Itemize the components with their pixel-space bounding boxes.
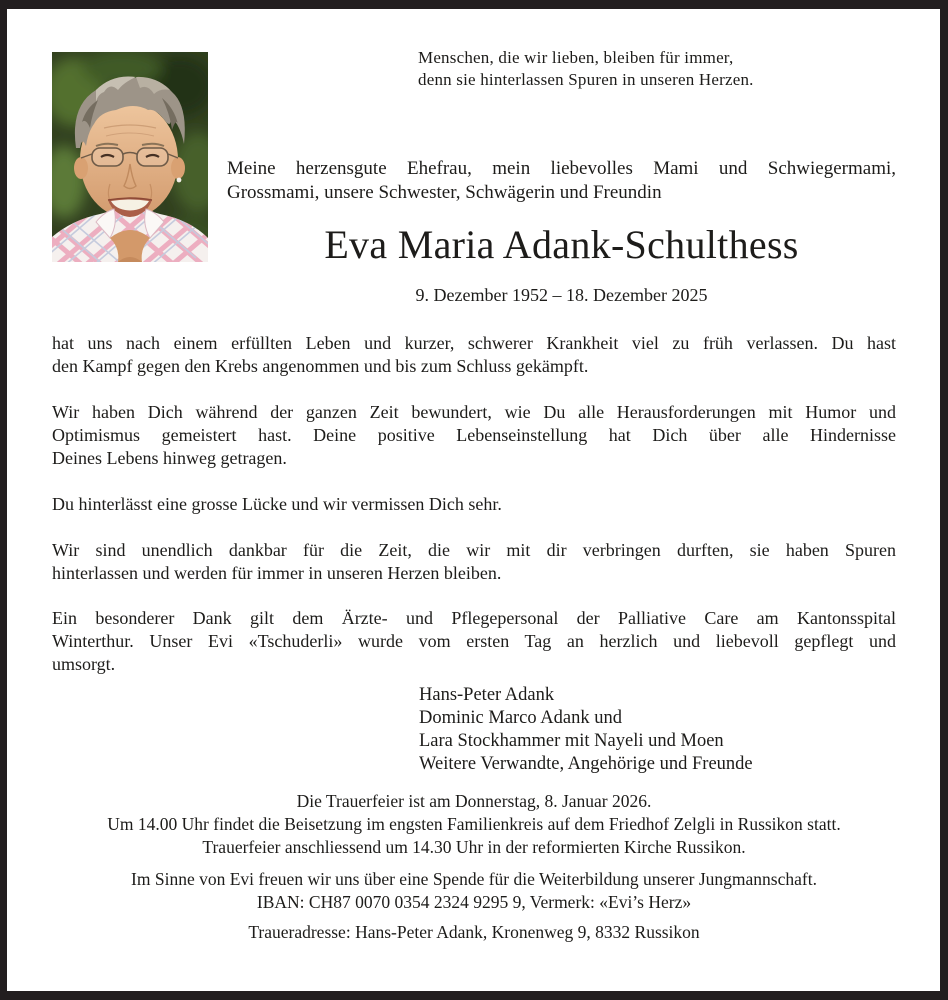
funeral-service-details <box>52 790 896 859</box>
text-line: Um 14.00 Uhr findet die Beisetzung im engsten Familienkreis auf dem Friedhof Zelgli in Russikon statt. <box>107 814 841 834</box>
text-line: Ein besonderer Dank gilt dem Ärzte- und Pflegepersonal der Palliative Care am Kantonsspital <box>52 608 896 628</box>
text-line: Die Trauerfeier ist am Donnerstag, 8. Januar 2026. <box>296 791 652 811</box>
text-line: Trauerfeier anschliessend um 14.30 Uhr in der reformierten Kirche Russikon. <box>202 837 746 857</box>
memorial-quote <box>418 47 848 91</box>
text-line: Menschen, die wir lieben, bleiben für immer, <box>418 48 734 67</box>
deceased-name: Eva Maria Adank-Schulthess <box>324 222 799 267</box>
text-line: den Kampf gegen den Krebs angenommen und bis zum Schluss gekämpft. <box>52 356 589 376</box>
portrait-photo <box>52 52 208 262</box>
text-line: Wir sind unendlich dankbar für die Zeit, die wir mit dir verbringen durften, sie haben Spuren <box>52 540 896 560</box>
text-line: Meine herzensgute Ehefrau, mein liebevolles Mami und Schwiegermami, <box>227 158 896 179</box>
donation-info <box>52 868 896 914</box>
text-line: Weitere Verwandte, Angehörige und Freunde <box>419 754 753 774</box>
text-line: Lara Stockhammer mit Nayeli und Moen <box>419 731 724 751</box>
mourning-family-list <box>419 684 899 776</box>
portrait-photo-image <box>52 52 208 262</box>
paragraph-missing <box>52 493 896 516</box>
mourning-address: Traueradresse: Hans-Peter Adank, Kronenweg 9, 8332 Russikon <box>248 922 700 942</box>
text-line: hinterlassen und werden für immer in unseren Herzen bleiben. <box>52 563 502 583</box>
text-line: Wir haben Dich während der ganzen Zeit bewundert, wie Du alle Herausforderungen mit Humor und <box>52 402 896 422</box>
text-line: Dominic Marco Adank und <box>419 708 622 728</box>
life-dates: 9. Dezember 1952 – 18. Dezember 2025 <box>415 285 708 305</box>
text-line: Winterthur. Unser Evi «Tschuderli» wurde vom ersten Tag an herzlich und liebevoll gepflegt und <box>52 631 896 651</box>
text-line: Optimismus gemeistert hast. Deine positive Lebenseinstellung hat Dich über alle Hindernisse <box>52 425 896 445</box>
intro-text <box>227 157 896 204</box>
text-line: umsorgt. <box>52 654 116 674</box>
paragraph-thanks-hospital <box>52 607 896 676</box>
text-line: hat uns nach einem erfüllten Leben und kurzer, schwerer Krankheit viel zu früh verlassen. Du hast <box>52 333 896 353</box>
text-line: IBAN: CH87 0070 0354 2324 9295 9, Vermerk: «Evi’s Herz» <box>256 892 692 912</box>
text-line: Deines Lebens hinweg getragen. <box>52 448 287 468</box>
text-line: Hans-Peter Adank <box>419 685 555 705</box>
paragraph-admiration <box>52 401 896 470</box>
paragraph-illness <box>52 332 896 378</box>
text-line: denn sie hinterlassen Spuren in unseren Herzen. <box>418 70 754 89</box>
paragraph-gratitude <box>52 539 896 585</box>
text-line: Grossmami, unsere Schwester, Schwägerin und Freundin <box>227 181 662 203</box>
text-line: Im Sinne von Evi freuen wir uns über eine Spende für die Weiterbildung unserer Jungmannschaft. <box>131 869 817 889</box>
text-line: Du hinterlässt eine grosse Lücke und wir vermissen Dich sehr. <box>52 494 502 514</box>
